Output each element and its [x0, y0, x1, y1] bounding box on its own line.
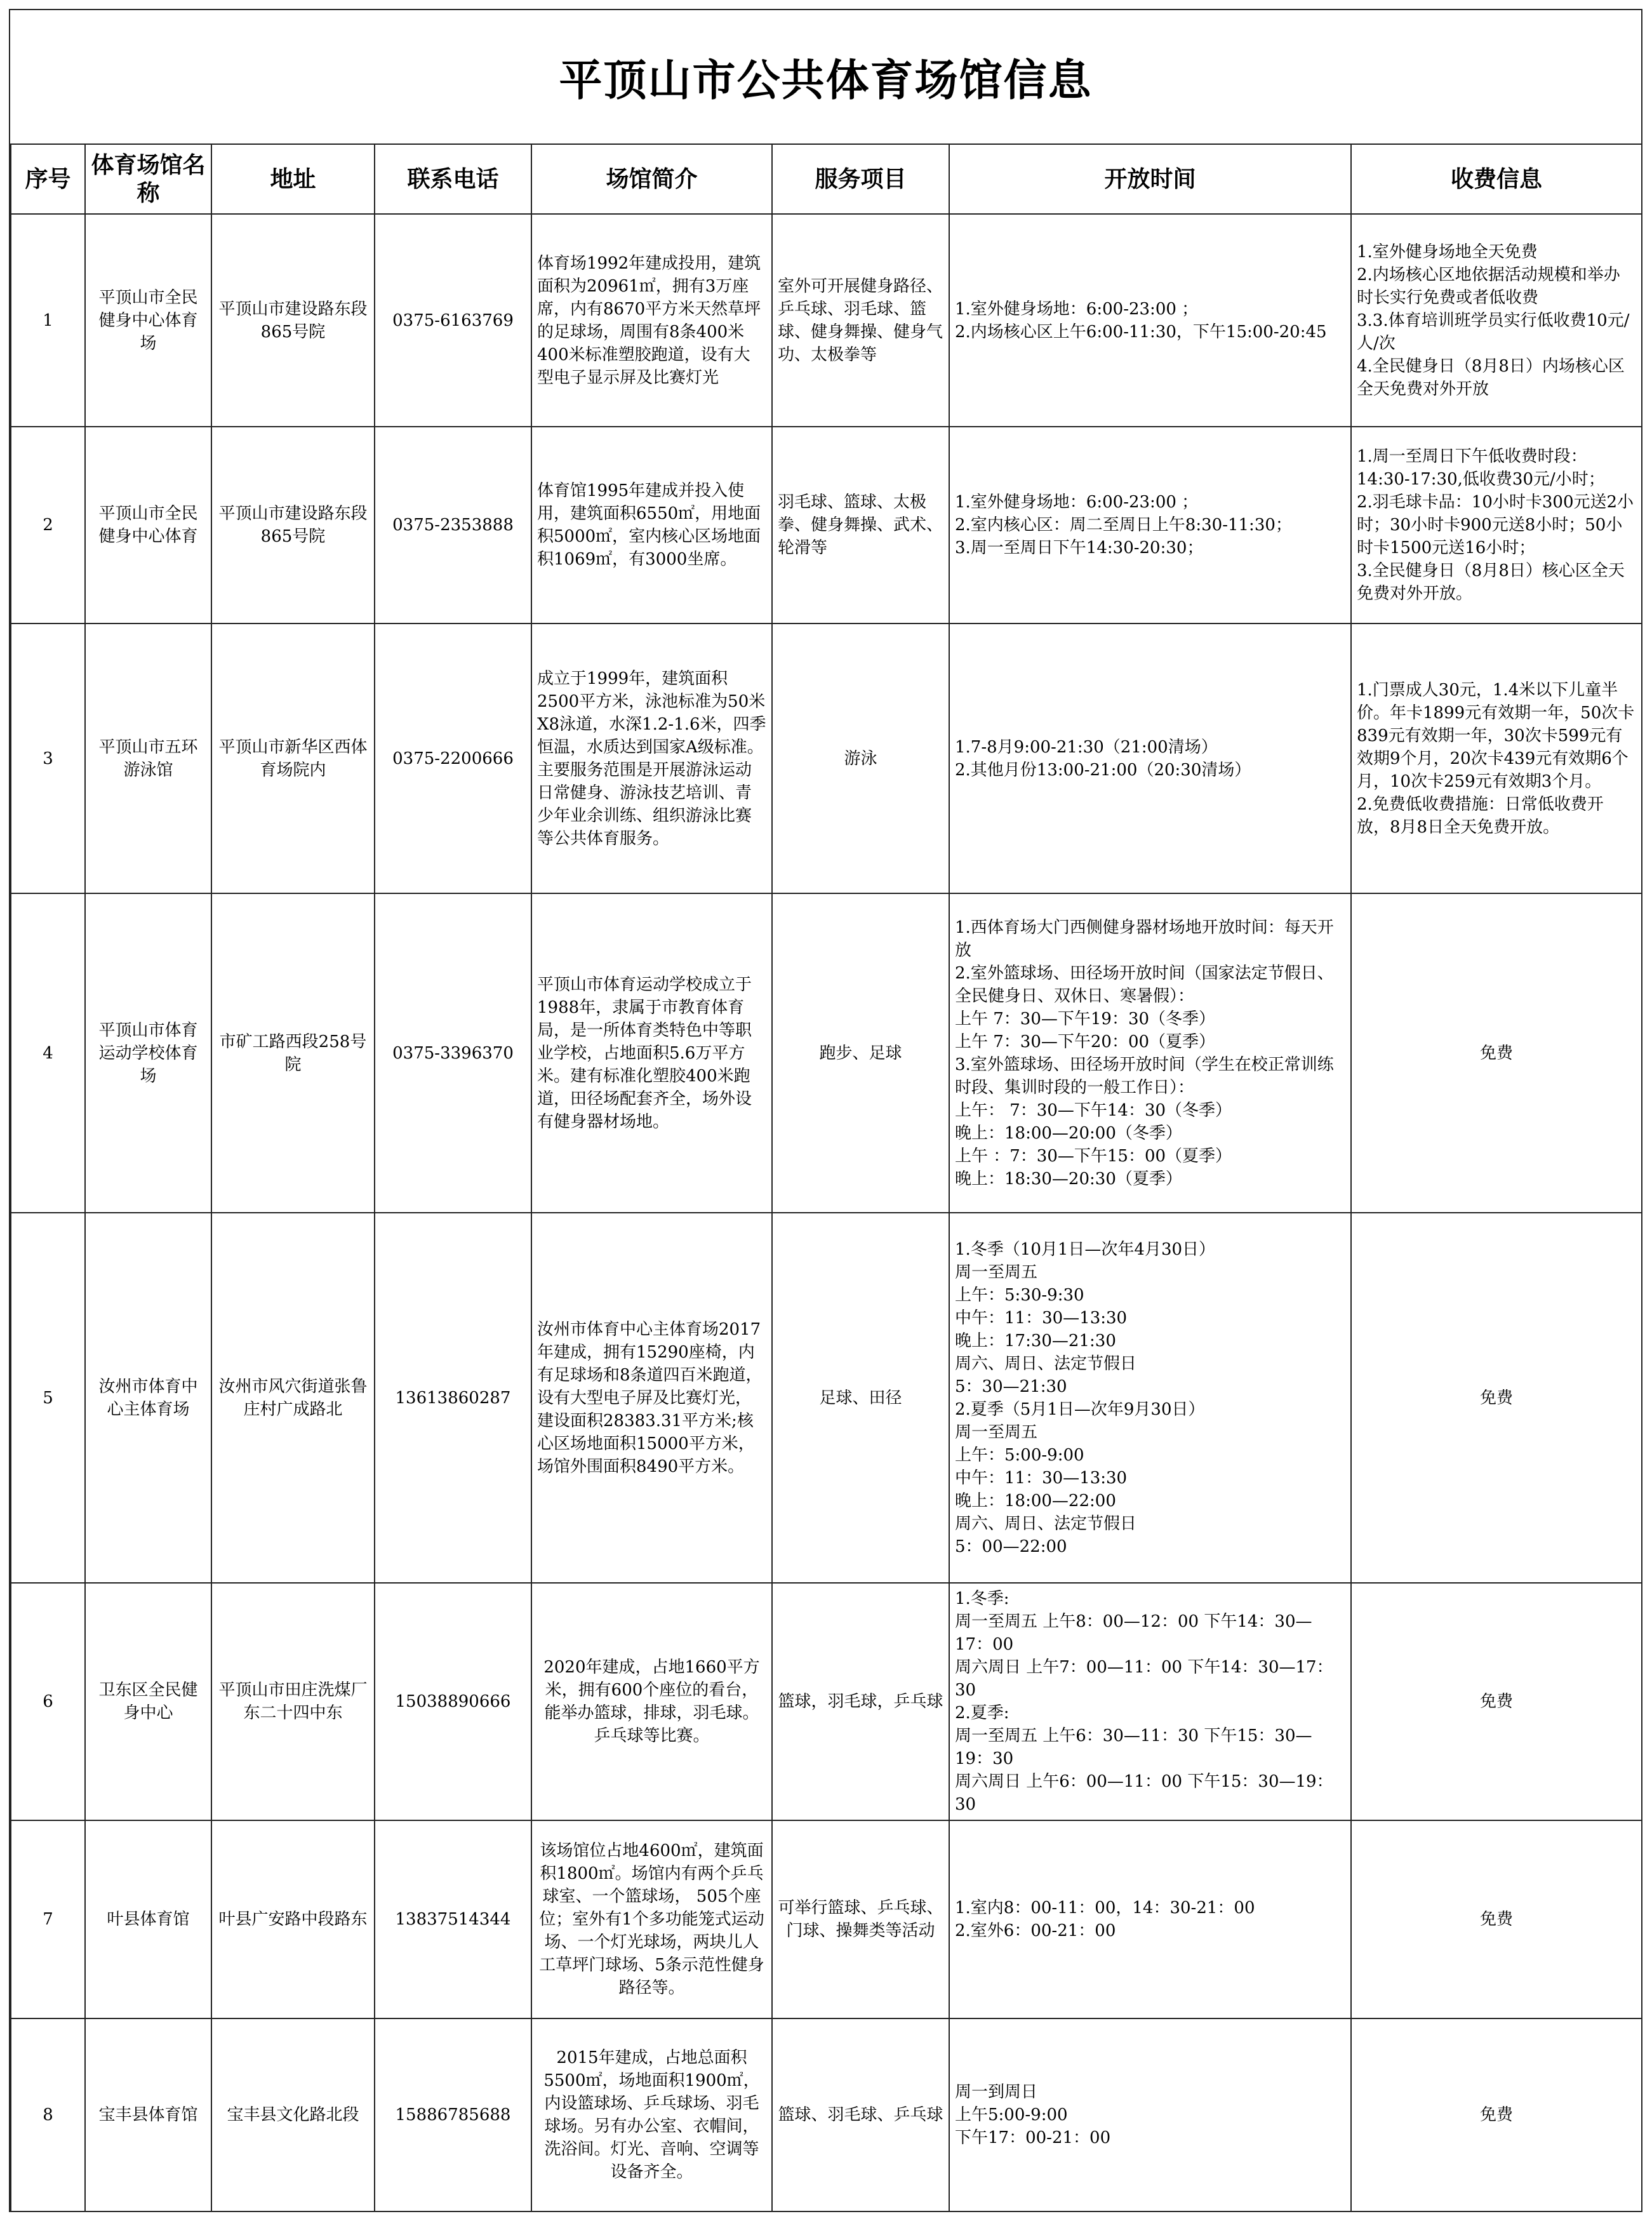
cell-no: 7	[11, 1820, 85, 2018]
cell-intro: 体育场1992年建成投用，建筑面积为20961㎡，拥有3万座席，内有8670平方米天然草坪的足球场，周围有8条400米400米标准塑胶跑道，设有大型电子显示屏及比赛灯光	[531, 214, 772, 427]
cell-phone: 0375-6163769	[375, 214, 531, 427]
cell-name: 平顶山市五环游泳馆	[85, 624, 211, 893]
cell-name: 叶县体育馆	[85, 1820, 211, 2018]
cell-fees: 1.门票成人30元，1.4米以下儿童半价。年卡1899元有效期一年，50次卡839元有效期一年，30次卡599元有效期9个月，20次卡439元有效期6个月，10次卡259元有效期3个月。 2.免费低收费措施：日常低收费开放，8月8日全天免费开放。	[1351, 624, 1642, 893]
cell-services: 跑步、足球	[772, 893, 949, 1213]
cell-address: 宝丰县文化路北段	[211, 2018, 375, 2211]
cell-hours: 1.西体育场大门西侧健身器材场地开放时间：每天开放 2.室外篮球场、田径场开放时间（国家法定节假日、全民健身日、双休日、寒暑假）： 上午 7：30—下午19：30（冬季） 上午 7：30—下午20：00（夏季） 3.室外篮球场、田径场开放时间（学生在校正常训练时段、集训时段的一般工作日）： 上午： 7：30—下午14：30（冬季） 晚上：18:00—20:00（冬季） 上午 ：7：30—下午15：00（夏季） 晚上：18:30—20:30（夏季）	[949, 893, 1351, 1213]
cell-address: 平顶山市建设路东段865号院	[211, 427, 375, 624]
cell-intro: 该场馆位占地4600㎡，建筑面积1800㎡。场馆内有两个乒乓球室、一个篮球场， 505个座位；室外有1个多功能笼式运动场、一个灯光球场，两块儿人工草坪门球场、5条示范性健身路径等。	[531, 1820, 772, 2018]
cell-intro: 2020年建成，占地1660平方米，拥有600个座位的看台，能举办篮球，排球，羽毛球。乒乓球等比赛。	[531, 1583, 772, 1820]
col-header-services: 服务项目	[772, 144, 949, 214]
table-row	[11, 427, 1642, 624]
cell-fees: 免费	[1351, 893, 1642, 1213]
col-header-intro: 场馆简介	[531, 144, 772, 214]
cell-phone: 0375-3396370	[375, 893, 531, 1213]
cell-phone: 0375-2353888	[375, 427, 531, 624]
cell-address: 汝州市风穴街道张鲁庄村广成路北	[211, 1213, 375, 1583]
cell-hours: 周一到周日 上午5:00-9:00 下午17：00-21：00	[949, 2018, 1351, 2211]
cell-services: 可举行篮球、乒乓球、门球、操舞类等活动	[772, 1820, 949, 2018]
col-header-fees: 收费信息	[1351, 144, 1642, 214]
cell-intro: 平顶山市体育运动学校成立于1988年，隶属于市教育体育局，是一所体育类特色中等职业学校，占地面积5.6万平方米。建有标准化塑胶400米跑道，田径场配套齐全，场外设有健身器材场地。	[531, 893, 772, 1213]
col-header-name: 体育场馆名称	[85, 144, 211, 214]
cell-services: 游泳	[772, 624, 949, 893]
cell-name: 汝州市体育中心主体育场	[85, 1213, 211, 1583]
col-header-hours: 开放时间	[949, 144, 1351, 214]
cell-services: 羽毛球、篮球、太极拳、健身舞操、武术、轮滑等	[772, 427, 949, 624]
cell-intro: 体育馆1995年建成并投入使用，建筑面积6550㎡，用地面积5000㎡，室内核心区场地面积1069㎡，有3000坐席。	[531, 427, 772, 624]
cell-hours: 1.冬季（10月1日—次年4月30日） 周一至周五 上午：5:30-9:30 中午：11：30—13:30 晚上：17:30—21:30 周六、周日、法定节假日 5：30—21:30 2.夏季（5月1日—次年9月30日） 周一至周五 上午：5:00-9:00 中午：11：30—13:30 晚上：18:00—22:00 周六、周日、法定节假日 5：00—22:00	[949, 1213, 1351, 1583]
table-row	[11, 624, 1642, 893]
cell-name: 平顶山市全民健身中心体育场	[85, 214, 211, 427]
cell-hours: 1.冬季: 周一至周五 上午8：00—12：00 下午14：30—17：00 周六周日 上午7：00—11：00 下午14：30—17：30 2.夏季: 周一至周五 上午6：30—11：30 下午15：30—19：30 周六周日 上午6：00—11：00 下午15：30—19：30	[949, 1583, 1351, 1820]
table-row	[11, 1583, 1642, 1820]
cell-no: 1	[11, 214, 85, 427]
cell-no: 4	[11, 893, 85, 1213]
cell-fees: 免费	[1351, 1820, 1642, 2018]
cell-fees: 1.室外健身场地全天免费 2.内场核心区地依据活动规模和举办时长实行免费或者低收费 3.3.体育培训班学员实行低收费10元/人/次 4.全民健身日（8月8日）内场核心区全天免费对外开放	[1351, 214, 1642, 427]
col-header-address: 地址	[211, 144, 375, 214]
cell-fees: 1.周一至周日下午低收费时段：14:30-17:30,低收费30元/小时； 2.羽毛球卡品：10小时卡300元送2小时；30小时卡900元送8小时；50小时卡1500元送16小时； 3.全民健身日（8月8日）核心区全天免费对外开放。	[1351, 427, 1642, 624]
cell-phone: 0375-2200666	[375, 624, 531, 893]
cell-services: 室外可开展健身路径、乒乓球、羽毛球、篮球、健身舞操、健身气功、太极拳等	[772, 214, 949, 427]
cell-name: 卫东区全民健身中心	[85, 1583, 211, 1820]
cell-phone: 13613860287	[375, 1213, 531, 1583]
cell-name: 平顶山市体育运动学校体育场	[85, 893, 211, 1213]
table-row	[11, 893, 1642, 1213]
cell-no: 8	[11, 2018, 85, 2211]
cell-no: 2	[11, 427, 85, 624]
cell-hours: 1.室内8：00-11：00，14：30-21：00 2.室外6：00-21：00	[949, 1820, 1351, 2018]
table-row	[11, 214, 1642, 427]
col-header-phone: 联系电话	[375, 144, 531, 214]
cell-phone: 15038890666	[375, 1583, 531, 1820]
cell-services: 篮球、羽毛球、乒乓球	[772, 2018, 949, 2211]
col-header-no: 序号	[11, 144, 85, 214]
cell-intro: 2015年建成，占地总面积5500㎡，场地面积1900㎡，内设篮球场、乒乓球场、羽毛球场。另有办公室、衣帽间，洗浴间。灯光、音响、空调等设备齐全。	[531, 2018, 772, 2211]
cell-intro: 成立于1999年，建筑面积2500平方米，泳池标准为50米X8泳道，水深1.2-1.6米，四季恒温，水质达到国家A级标准。主要服务范围是开展游泳运动日常健身、游泳技艺培训、青少年业余训练、组织游泳比赛等公共体育服务。	[531, 624, 772, 893]
cell-address: 市矿工路西段258号院	[211, 893, 375, 1213]
cell-no: 6	[11, 1583, 85, 1820]
cell-address: 叶县广安路中段路东	[211, 1820, 375, 2018]
cell-name: 宝丰县体育馆	[85, 2018, 211, 2211]
cell-phone: 15886785688	[375, 2018, 531, 2211]
cell-intro: 汝州市体育中心主体育场2017年建成，拥有15290座椅，内有足球场和8条道四百米跑道，设有大型电子屏及比赛灯光，建设面积28383.31平方米;核心区场地面积15000平方米，场馆外围面积8490平方米。	[531, 1213, 772, 1583]
page-title: 平顶山市公共体育场馆信息	[559, 55, 1093, 106]
cell-hours: 1.室外健身场地：6:00-23:00 ； 2.内场核心区上午6:00-11:30，下午15:00-20:45	[949, 214, 1351, 427]
cell-hours: 1.7-8月9:00-21:30（21:00清场） 2.其他月份13:00-21:00（20:30清场）	[949, 624, 1351, 893]
cell-services: 篮球，羽毛球，乒乓球	[772, 1583, 949, 1820]
document-sheet	[9, 9, 1642, 2212]
cell-phone: 13837514344	[375, 1820, 531, 2018]
cell-no: 5	[11, 1213, 85, 1583]
cell-address: 平顶山市建设路东段865号院	[211, 214, 375, 427]
table-row	[11, 2018, 1642, 2211]
cell-fees: 免费	[1351, 1213, 1642, 1583]
cell-services: 足球、田径	[772, 1213, 949, 1583]
cell-fees: 免费	[1351, 2018, 1642, 2211]
table-header-row	[11, 144, 1642, 214]
venue-table	[10, 143, 1642, 2212]
cell-address: 平顶山市新华区西体育场院内	[211, 624, 375, 893]
cell-no: 3	[11, 624, 85, 893]
cell-fees: 免费	[1351, 1583, 1642, 1820]
table-row	[11, 1213, 1642, 1583]
table-row	[11, 1820, 1642, 2018]
cell-hours: 1.室外健身场地：6:00-23:00 ； 2.室内核心区：周二至周日上午8:30-11:30； 3.周一至周日下午14:30-20:30；	[949, 427, 1351, 624]
cell-name: 平顶山市全民健身中心体育	[85, 427, 211, 624]
cell-address: 平顶山市田庄洗煤厂东二十四中东	[211, 1583, 375, 1820]
